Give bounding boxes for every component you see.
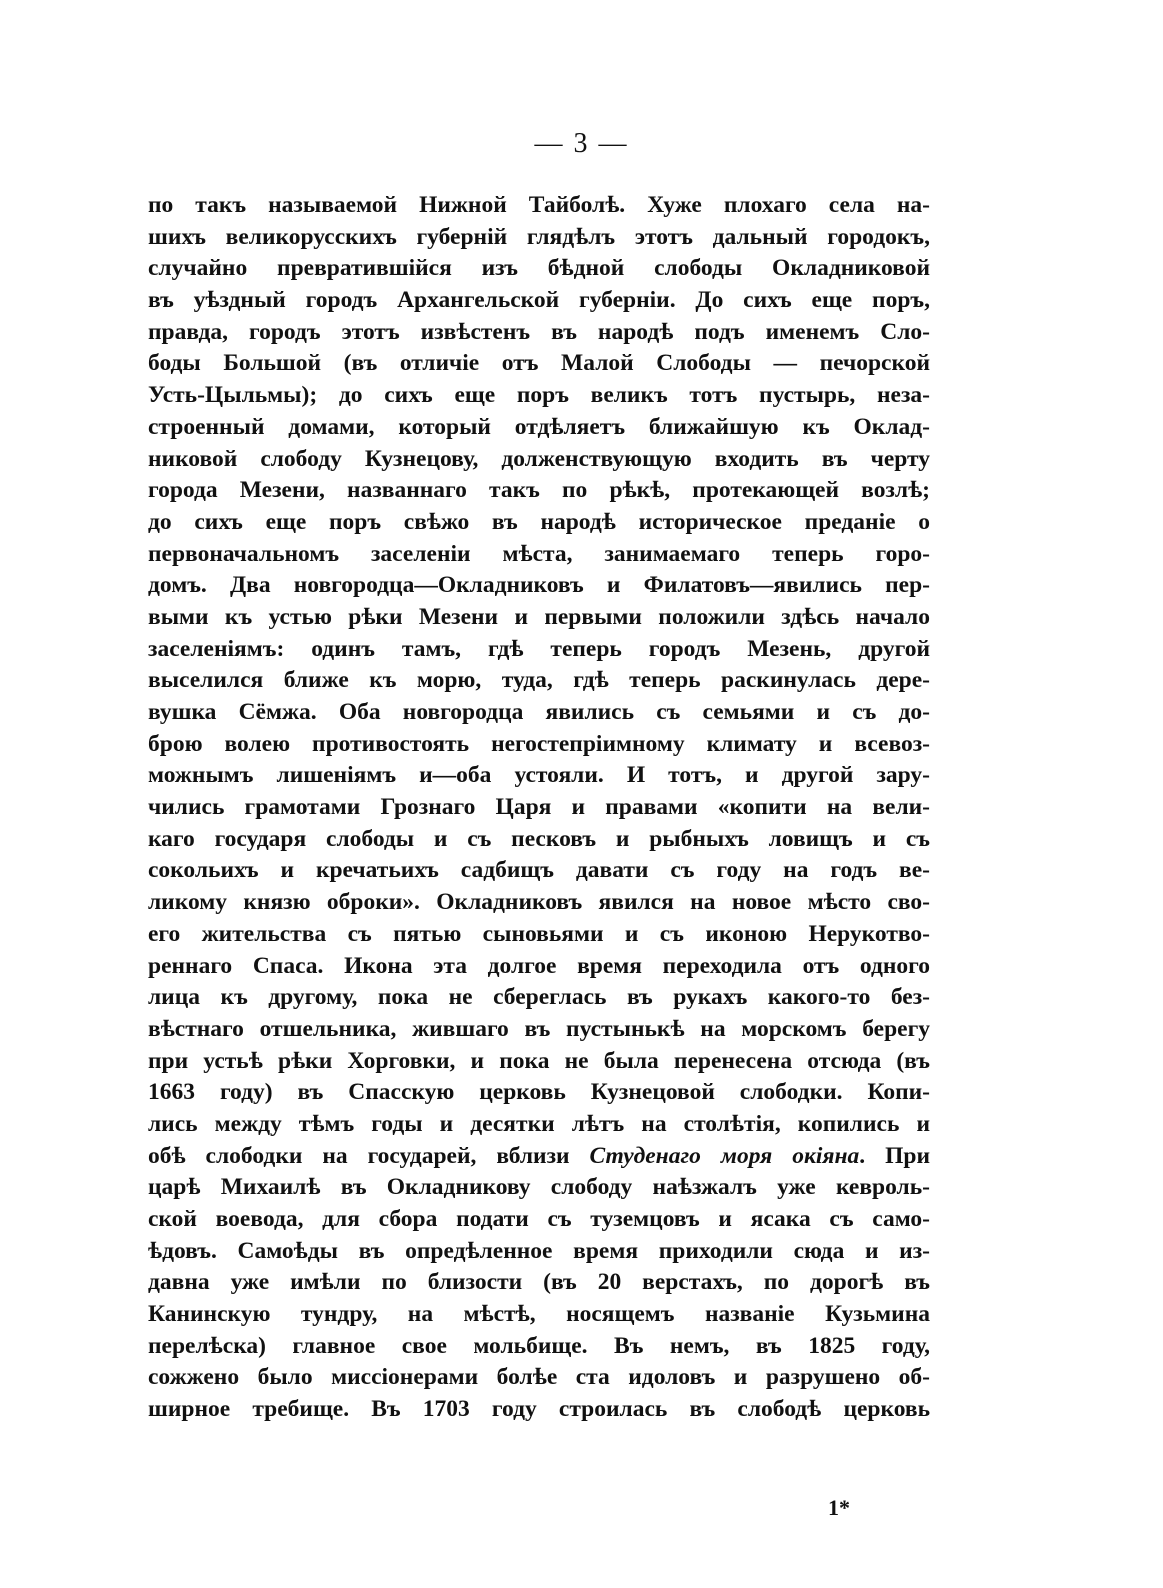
text-line: строенный домами, который отдѣляетъ ближайшую къ Оклад-: [148, 413, 930, 440]
page-number: — 3 —: [534, 128, 629, 159]
text-line: ликому князю оброки». Окладниковъ явился на новое мѣсто сво-: [148, 889, 930, 916]
text-segment: обѣ слободки на государей, вблизи: [148, 1142, 590, 1169]
text-line: вѣстнаго отшельника, жившаго въ пустынькѣ на морскомъ берегу: [148, 1015, 930, 1042]
italic-phrase: Студенаго моря окіяна: [589, 1142, 860, 1169]
text-line: города Мезени, названнаго такъ по рѣкѣ, протекающей возлѣ;: [148, 477, 930, 504]
text-line: по такъ называемой Нижной Тайболѣ. Хуже плохаго села на-: [148, 192, 930, 218]
text-line: ширное требище. Въ 1703 году строилась въ слободѣ церковь: [148, 1396, 930, 1423]
text-line-mixed: [148, 1141, 930, 1173]
text-line: его жительства съ пятью сыновьями и съ иконою Нерукотво-: [148, 920, 930, 947]
text-line: вушка Сёмжа. Оба новгородца явились съ семьями и съ до-: [148, 699, 930, 725]
text-line: первоначальномъ заселеніи мѣста, занимаемаго теперь горо-: [148, 540, 930, 567]
text-line: боды Большой (въ отличіе отъ Малой Слободы — печорской: [148, 350, 930, 377]
text-line: домъ. Два новгородца—Окладниковъ и Филатовъ—явились пер-: [148, 572, 930, 599]
text-segment: . При: [859, 1142, 930, 1169]
text-line: лись между тѣмъ годы и десятки лѣтъ на столѣтія, копились и: [148, 1110, 930, 1137]
text-line: реннаго Спаса. Икона эта долгое время переходила отъ одного: [148, 952, 930, 979]
text-line: никовой слободу Кузнецову, долженствующую входить въ черту: [148, 445, 930, 472]
text-line: 1663 году) въ Спасскую церковь Кузнецовой слободки. Копи-: [148, 1079, 930, 1106]
text-line: царѣ Михаилѣ въ Окладникову слободу наѣзжалъ уже кевроль-: [148, 1174, 930, 1201]
text-line: ской воевода, для сбора подати съ туземцовъ и ясака съ само-: [148, 1206, 930, 1232]
text-line: сокольихъ и кречатьихъ садбищъ давати съ году на годъ ве-: [148, 857, 930, 884]
text-line: Канинскую тундру, на мѣстѣ, носящемъ названіе Кузьмина: [148, 1301, 930, 1328]
text-line: брою волею противостоять негостепріимному климату и всевоз-: [148, 730, 930, 757]
signature-mark: 1*: [828, 1495, 850, 1520]
text-line: можнымъ лишеніямъ и—оба устояли. И тотъ, и другой зару-: [148, 762, 930, 789]
text-line: Усть-Цыльмы); до сихъ еще поръ великъ тотъ пустырь, неза-: [148, 382, 930, 409]
text-line: сожжено было миссіонерами болѣе ста идоловъ и разрушено об-: [148, 1364, 930, 1391]
text-line: перелѣска) главное свое мольбище. Въ немъ, въ 1825 году,: [148, 1332, 930, 1359]
text-line: шихъ великорусскихъ губерній глядѣлъ этотъ дальный городокъ,: [148, 223, 930, 250]
text-line: до сихъ еще поръ свѣжо въ народѣ историческое преданіе о: [148, 508, 930, 535]
text-line: правда, городъ этотъ извѣстенъ въ народѣ подъ именемъ Сло-: [148, 318, 930, 345]
text-line: при устьѣ рѣки Хорговки, и пока не была перенесена отсюда (въ: [148, 1047, 930, 1074]
text-line: выселился ближе къ морю, туда, гдѣ теперь раскинулась дере-: [148, 667, 930, 694]
text-line: случайно превратившійся изъ бѣдной слободы Окладниковой: [148, 255, 930, 282]
text-line: лица къ другому, пока не сбереглась въ рукахъ какого-то без-: [148, 984, 930, 1011]
text-line: давна уже имѣли по близости (въ 20 верстахъ, по дорогѣ въ: [148, 1269, 930, 1296]
body-text: [148, 190, 930, 1426]
text-line: ѣдовъ. Самоѣды въ опредѣленное время приходили сюда и из-: [148, 1237, 930, 1264]
text-line: выми къ устью рѣки Мезени и первыми положили здѣсь начало: [148, 603, 930, 630]
text-line: заселеніямъ: одинъ тамъ, гдѣ теперь городъ Мезень, другой: [148, 635, 930, 662]
text-line: каго государя слободы и съ песковъ и рыбныхъ ловищъ и съ: [148, 825, 930, 852]
text-line: въ уѣздный городъ Архангельской губерніи. До сихъ еще поръ,: [148, 287, 930, 314]
text-line: чились грамотами Грознаго Царя и правами «копити на вели-: [148, 794, 930, 821]
